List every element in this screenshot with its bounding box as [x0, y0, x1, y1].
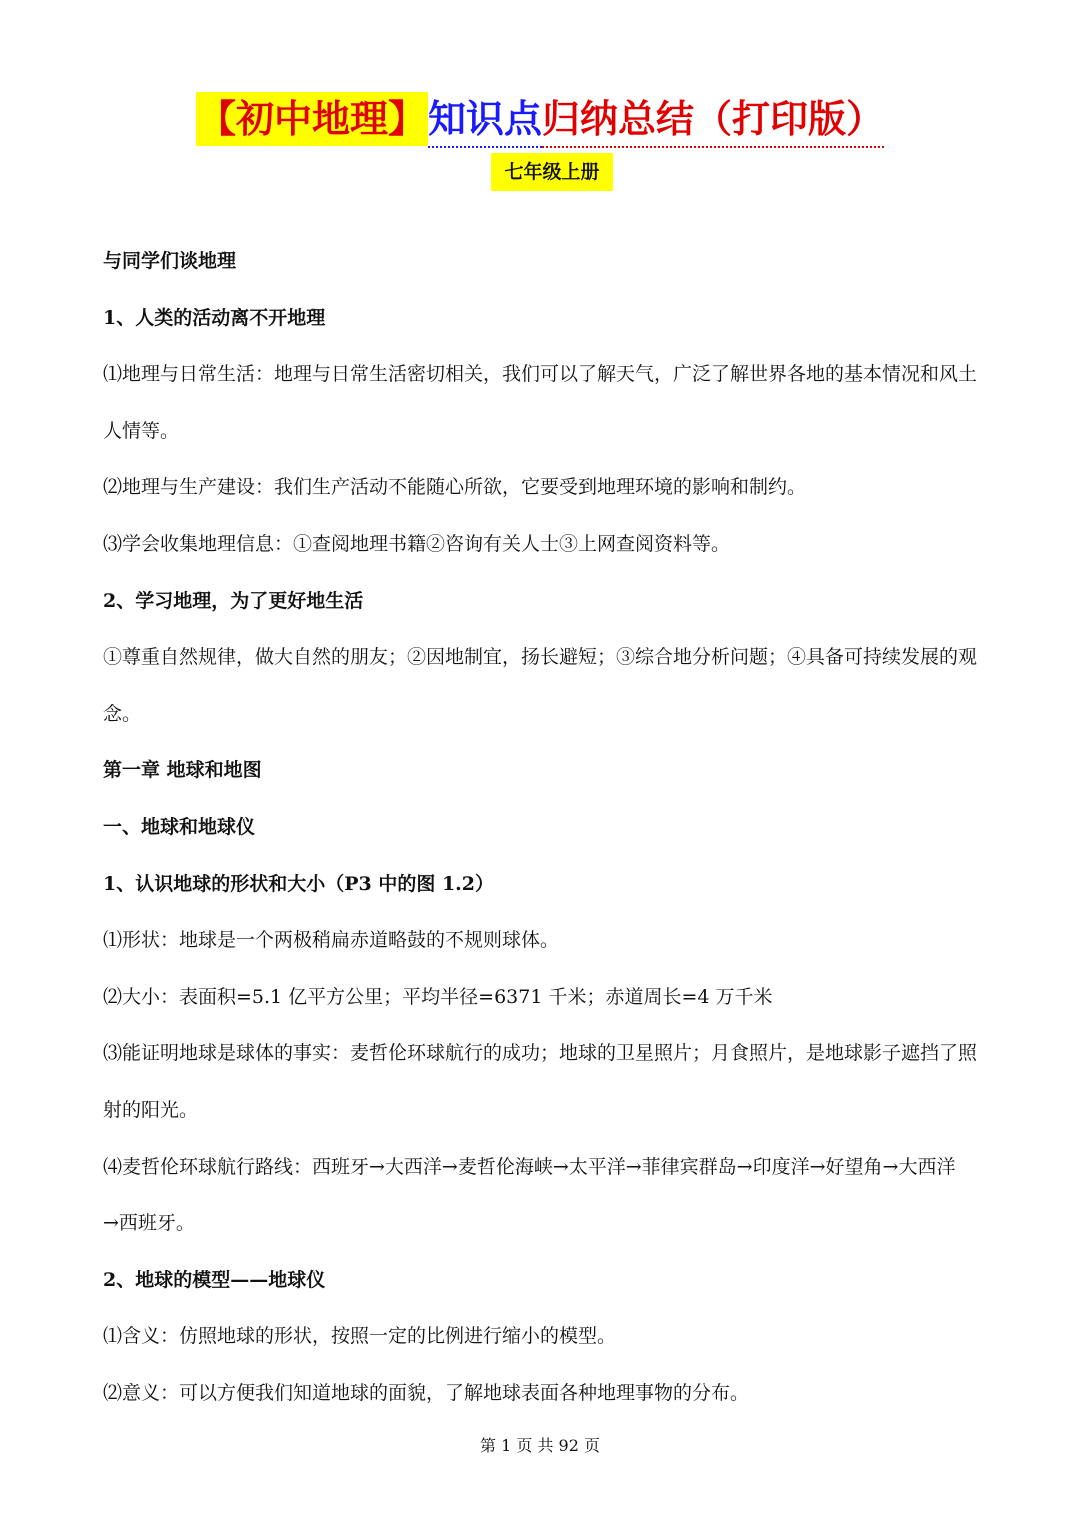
- page-title: [0, 92, 1080, 148]
- body-text-line: ⑵大小：表面积=5.1 亿平方公里；平均半径=6371 千米；赤道周长=4 万千米: [103, 985, 773, 1008]
- section-heading: 1、人类的活动离不开地理: [103, 306, 326, 329]
- title-blue-part: 知识点: [428, 92, 542, 148]
- body-text-line: ⑷麦哲伦环球航行路线：西班牙→大西洋→麦哲伦海峡→太平洋→菲律宾群岛→印度洋→好望角→大西洋: [103, 1155, 956, 1178]
- body-text-line: 念。: [103, 702, 142, 725]
- section-heading: 2、地球的模型——地球仪: [103, 1268, 326, 1291]
- body-text-line: 射的阳光。: [103, 1098, 199, 1121]
- section-heading: 与同学们谈地理: [103, 250, 237, 272]
- body-text-line: ⑵意义：可以方便我们知道地球的面貌，了解地球表面各种地理事物的分布。: [103, 1381, 750, 1404]
- body-text-line: ⑶能证明地球是球体的事实：麦哲伦环球航行的成功；地球的卫星照片；月食照片，是地球影子遮挡了照: [103, 1042, 978, 1065]
- body-text-line: ⑴含义：仿照地球的形状，按照一定的比例进行缩小的模型。: [103, 1325, 617, 1348]
- body-text-line: ⑴形状：地球是一个两极稍扁赤道略鼓的不规则球体。: [103, 929, 560, 952]
- section-heading: 2、学习地理，为了更好地生活: [103, 589, 364, 612]
- body-text-line: ⑴地理与日常生活：地理与日常生活密切相关，我们可以了解天气，广泛了解世界各地的基本情况和风土: [103, 363, 978, 386]
- body-text-line: ①尊重自然规律，做大自然的朋友；②因地制宜，扬长避短；③综合地分析问题；④具备可持续发展的观: [103, 646, 978, 669]
- section-heading: 一、地球和地球仪: [103, 815, 256, 838]
- body-text-line: ⑶学会收集地理信息：①查阅地理书籍②咨询有关人士③上网查阅资料等。: [103, 532, 731, 555]
- section-heading: 第一章 地球和地图: [103, 759, 262, 782]
- grade-subtitle: 七年级上册: [491, 153, 613, 191]
- body-text-line: 人情等。: [103, 419, 180, 442]
- page-footer: 第 1 页 共 92 页: [480, 1436, 600, 1455]
- section-heading: 1、认识地球的形状和大小（P3 中的图 1.2）: [103, 872, 495, 895]
- body-text-line: →西班牙。: [103, 1212, 195, 1235]
- title-red-part: 归纳总结（打印版）: [542, 92, 884, 148]
- title-highlight-part: 【初中地理】: [196, 92, 428, 146]
- body-text-line: ⑵地理与生产建设：我们生产活动不能随心所欲，它要受到地理环境的影响和制约。: [103, 476, 807, 499]
- document-body: [103, 233, 983, 1421]
